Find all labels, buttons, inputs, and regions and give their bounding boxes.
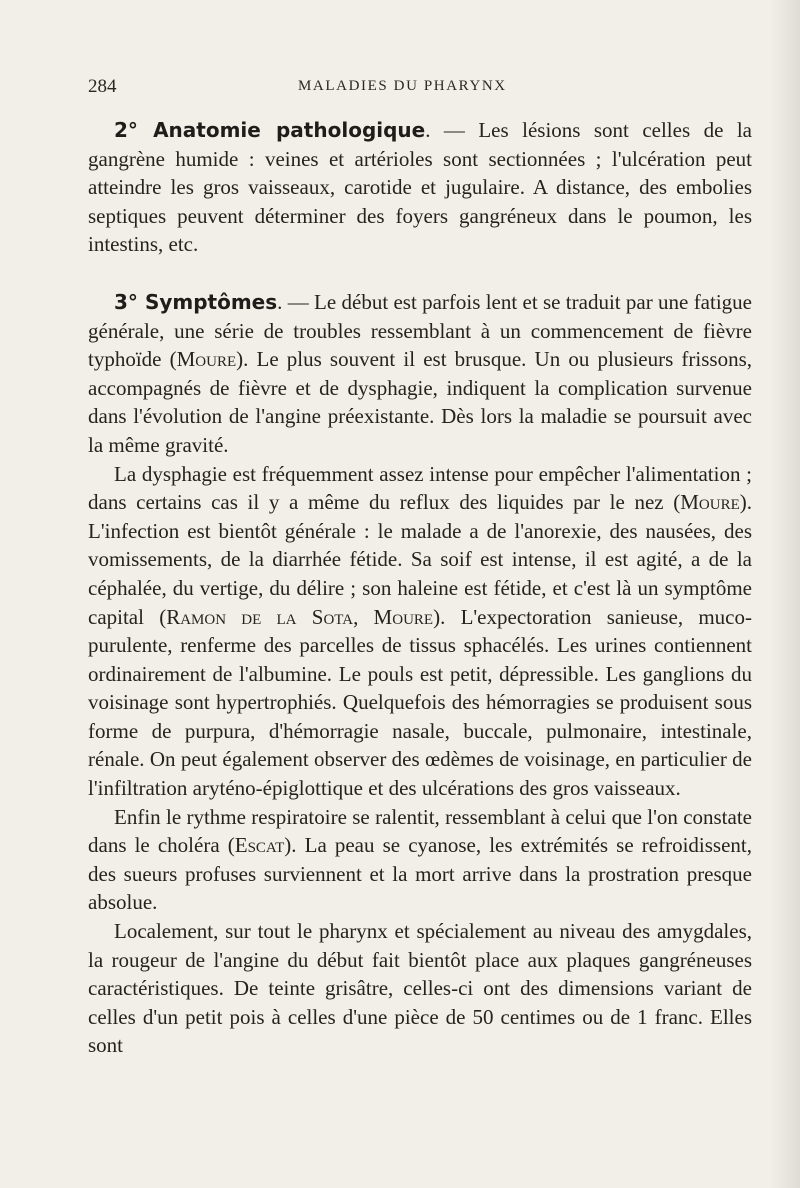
body-text (88, 116, 752, 1060)
paragraph-symptomes (88, 288, 752, 460)
paragraph-text: La dysphagie est fréquemment assez intense pour empêcher l'alimentation ; dans certains cas il y a même du reflux des liquides par le nez ( (88, 461, 752, 515)
running-head (88, 76, 752, 100)
paragraph-text: ). Le plus souvent il est brusque. Un ou plusieurs frissons, accompagnés de fièvre et de dysphagie, indiquent la complication survenue dans l'évolution de l'angine préexistante. Dès lors la maladie se poursuit avec la même gravité. (88, 347, 753, 457)
paragraph-text: ). La peau se cyanose, les extrémités se refroidissent, des sueurs profuses surviennent et la mort arrive dans la prostration presque absolue. (88, 833, 753, 915)
author-citation: Moure (680, 490, 740, 515)
paragraph-text: ). L'infection est bientôt générale : le malade a de l'anorexie, des nausées, des vomissements, de la diarrhée fétide. Sa soif est intense, il est agité, a de la céphalée, du vertige, du délire ; son haleine est fétide, et c'est là un symptôme capital ( (88, 490, 752, 629)
author-citation: Escat (234, 833, 285, 858)
running-title: MALADIES DU PHARYNX (298, 78, 507, 94)
paragraph-text: . — Les lésions sont celles de la gangrène humide : veines et artérioles sont sectionnées ; l'ulcération peut atteindre les gros vaisseaux, carotide et jugulaire. A distance, des embolies septiques peuvent déterminer des foyers gangréneux dans le poumon, les intestins, etc. (88, 118, 752, 257)
paragraph-dysphagie (88, 460, 752, 803)
paragraph-rythme (88, 803, 752, 917)
paragraph-text: Enfin le rythme respiratoire se ralentit, ressemblant à celui que l'on constate dans le choléra ( (88, 804, 752, 858)
section-heading-anatomie: 2° Anatomie pathologique (114, 118, 426, 142)
page-number: 284 (88, 76, 117, 97)
paragraph-text: Localement, sur tout le pharynx et spécialement au niveau des amygdales, la rougeur de l'angine du début fait bientôt place aux plaques gangréneuses caractéristiques. De teinte grisâtre, celles-ci ont des dimensions variant de celles d'un petit pois à celles d'une pièce de 50 centimes ou de 1 franc. Elles sont (88, 919, 752, 1058)
author-citation: Moure (176, 347, 237, 372)
author-citation: Ramon de la Sota, Moure (166, 604, 434, 629)
section-heading-symptomes: 3° Symptômes (114, 289, 278, 314)
paragraph-text: . — Le début est parfois lent et se traduit par une fatigue générale, une série de troubles ressemblant à un commencement de fièvre typhoïde ( (88, 289, 752, 372)
paragraph-localement (88, 917, 752, 1060)
paragraph-anatomie (88, 116, 752, 259)
paragraph-text: ). L'expectoration sanieuse, muco-purulente, renferme des parcelles de tissus sphacélés. Les urines contiennent ordinairement de l'albumine. Le pouls est petit, dépressible. Les ganglions du voisinage sont hypertrophiés. Quelquefois des hémorragies se produisent sous forme de purpura, d'hémorragie nasale, buccale, pulmonaire, intestinale, rénale. On peut également observer des œdèmes de voisinage, en particulier de l'infiltration aryténo-épiglottique et des ulcérations des gros vaisseaux. (88, 604, 752, 801)
